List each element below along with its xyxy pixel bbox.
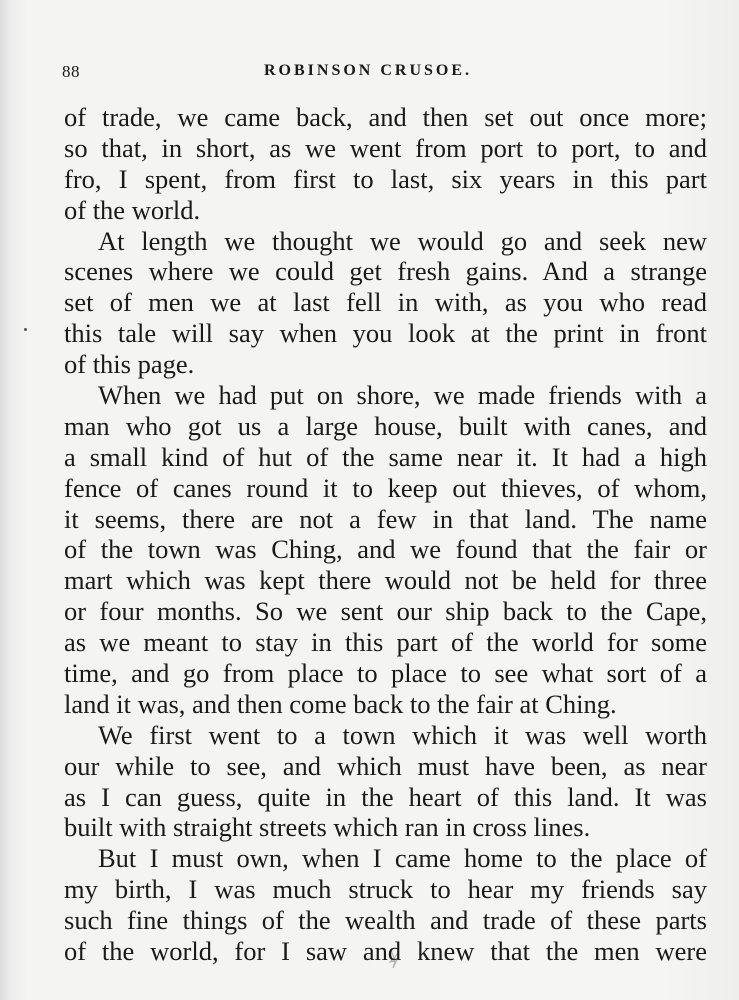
text-line: fence of canes round it to keep out thieves, of whom, xyxy=(64,472,707,503)
text-line: a small kind of hut of the same near it. It had a high xyxy=(64,441,707,472)
text-line: of the town was Ching, and we found that the fair or xyxy=(64,534,707,565)
text-line: this tale will say when you look at the print in front xyxy=(64,318,707,349)
text-line: of trade, we came back, and then set out once more; xyxy=(64,102,707,132)
text-line: But I must own, when I came home to the place of xyxy=(98,843,707,874)
page-header xyxy=(62,62,674,86)
text-line: time, and go from place to place to see what sort of a xyxy=(64,658,707,689)
ink-speck xyxy=(24,328,27,331)
ink-smudge xyxy=(385,948,403,970)
text-line: my birth, I was much struck to hear my friends say xyxy=(64,874,707,905)
running-title: ROBINSON CRUSOE. xyxy=(263,62,473,79)
text-line: man who got us a large house, built with canes, and xyxy=(64,410,707,441)
page-number: 88 xyxy=(62,62,80,81)
text-line: of the world, for I saw and knew that the men were xyxy=(64,936,707,967)
text-line: At length we thought we would go and seek new xyxy=(98,225,707,256)
text-line: of the world. xyxy=(64,194,201,225)
text-line: mart which was kept there would not be held for three xyxy=(64,565,707,596)
text-line: built with straight streets which ran in cross lines. xyxy=(64,812,591,843)
text-line: or four months. So we sent our ship back to the Cape, xyxy=(64,596,707,627)
body-text xyxy=(64,102,707,967)
text-line: our while to see, and which must have been, as near xyxy=(64,750,707,781)
text-line: such fine things of the wealth and trade of these parts xyxy=(64,905,707,936)
text-line: so that, in short, as we went from port to port, to and xyxy=(64,132,707,163)
text-line: When we had put on shore, we made friends with a xyxy=(98,380,707,411)
text-line: fro, I spent, from first to last, six years in this part xyxy=(64,163,707,194)
text-line: We first went to a town which it was well worth xyxy=(98,719,707,750)
text-line: it seems, there are not a few in that land. The name xyxy=(64,503,707,534)
text-line: land it was, and then come back to the fair at Ching. xyxy=(64,688,617,719)
text-line: scenes where we could get fresh gains. And a strange xyxy=(64,256,707,287)
text-line: set of men we at last fell in with, as you who read xyxy=(64,287,707,318)
text-line: of this page. xyxy=(64,349,195,380)
text-line: as we meant to stay in this part of the world for some xyxy=(64,627,707,658)
text-line: as I can guess, quite in the heart of this land. It was xyxy=(64,781,707,812)
